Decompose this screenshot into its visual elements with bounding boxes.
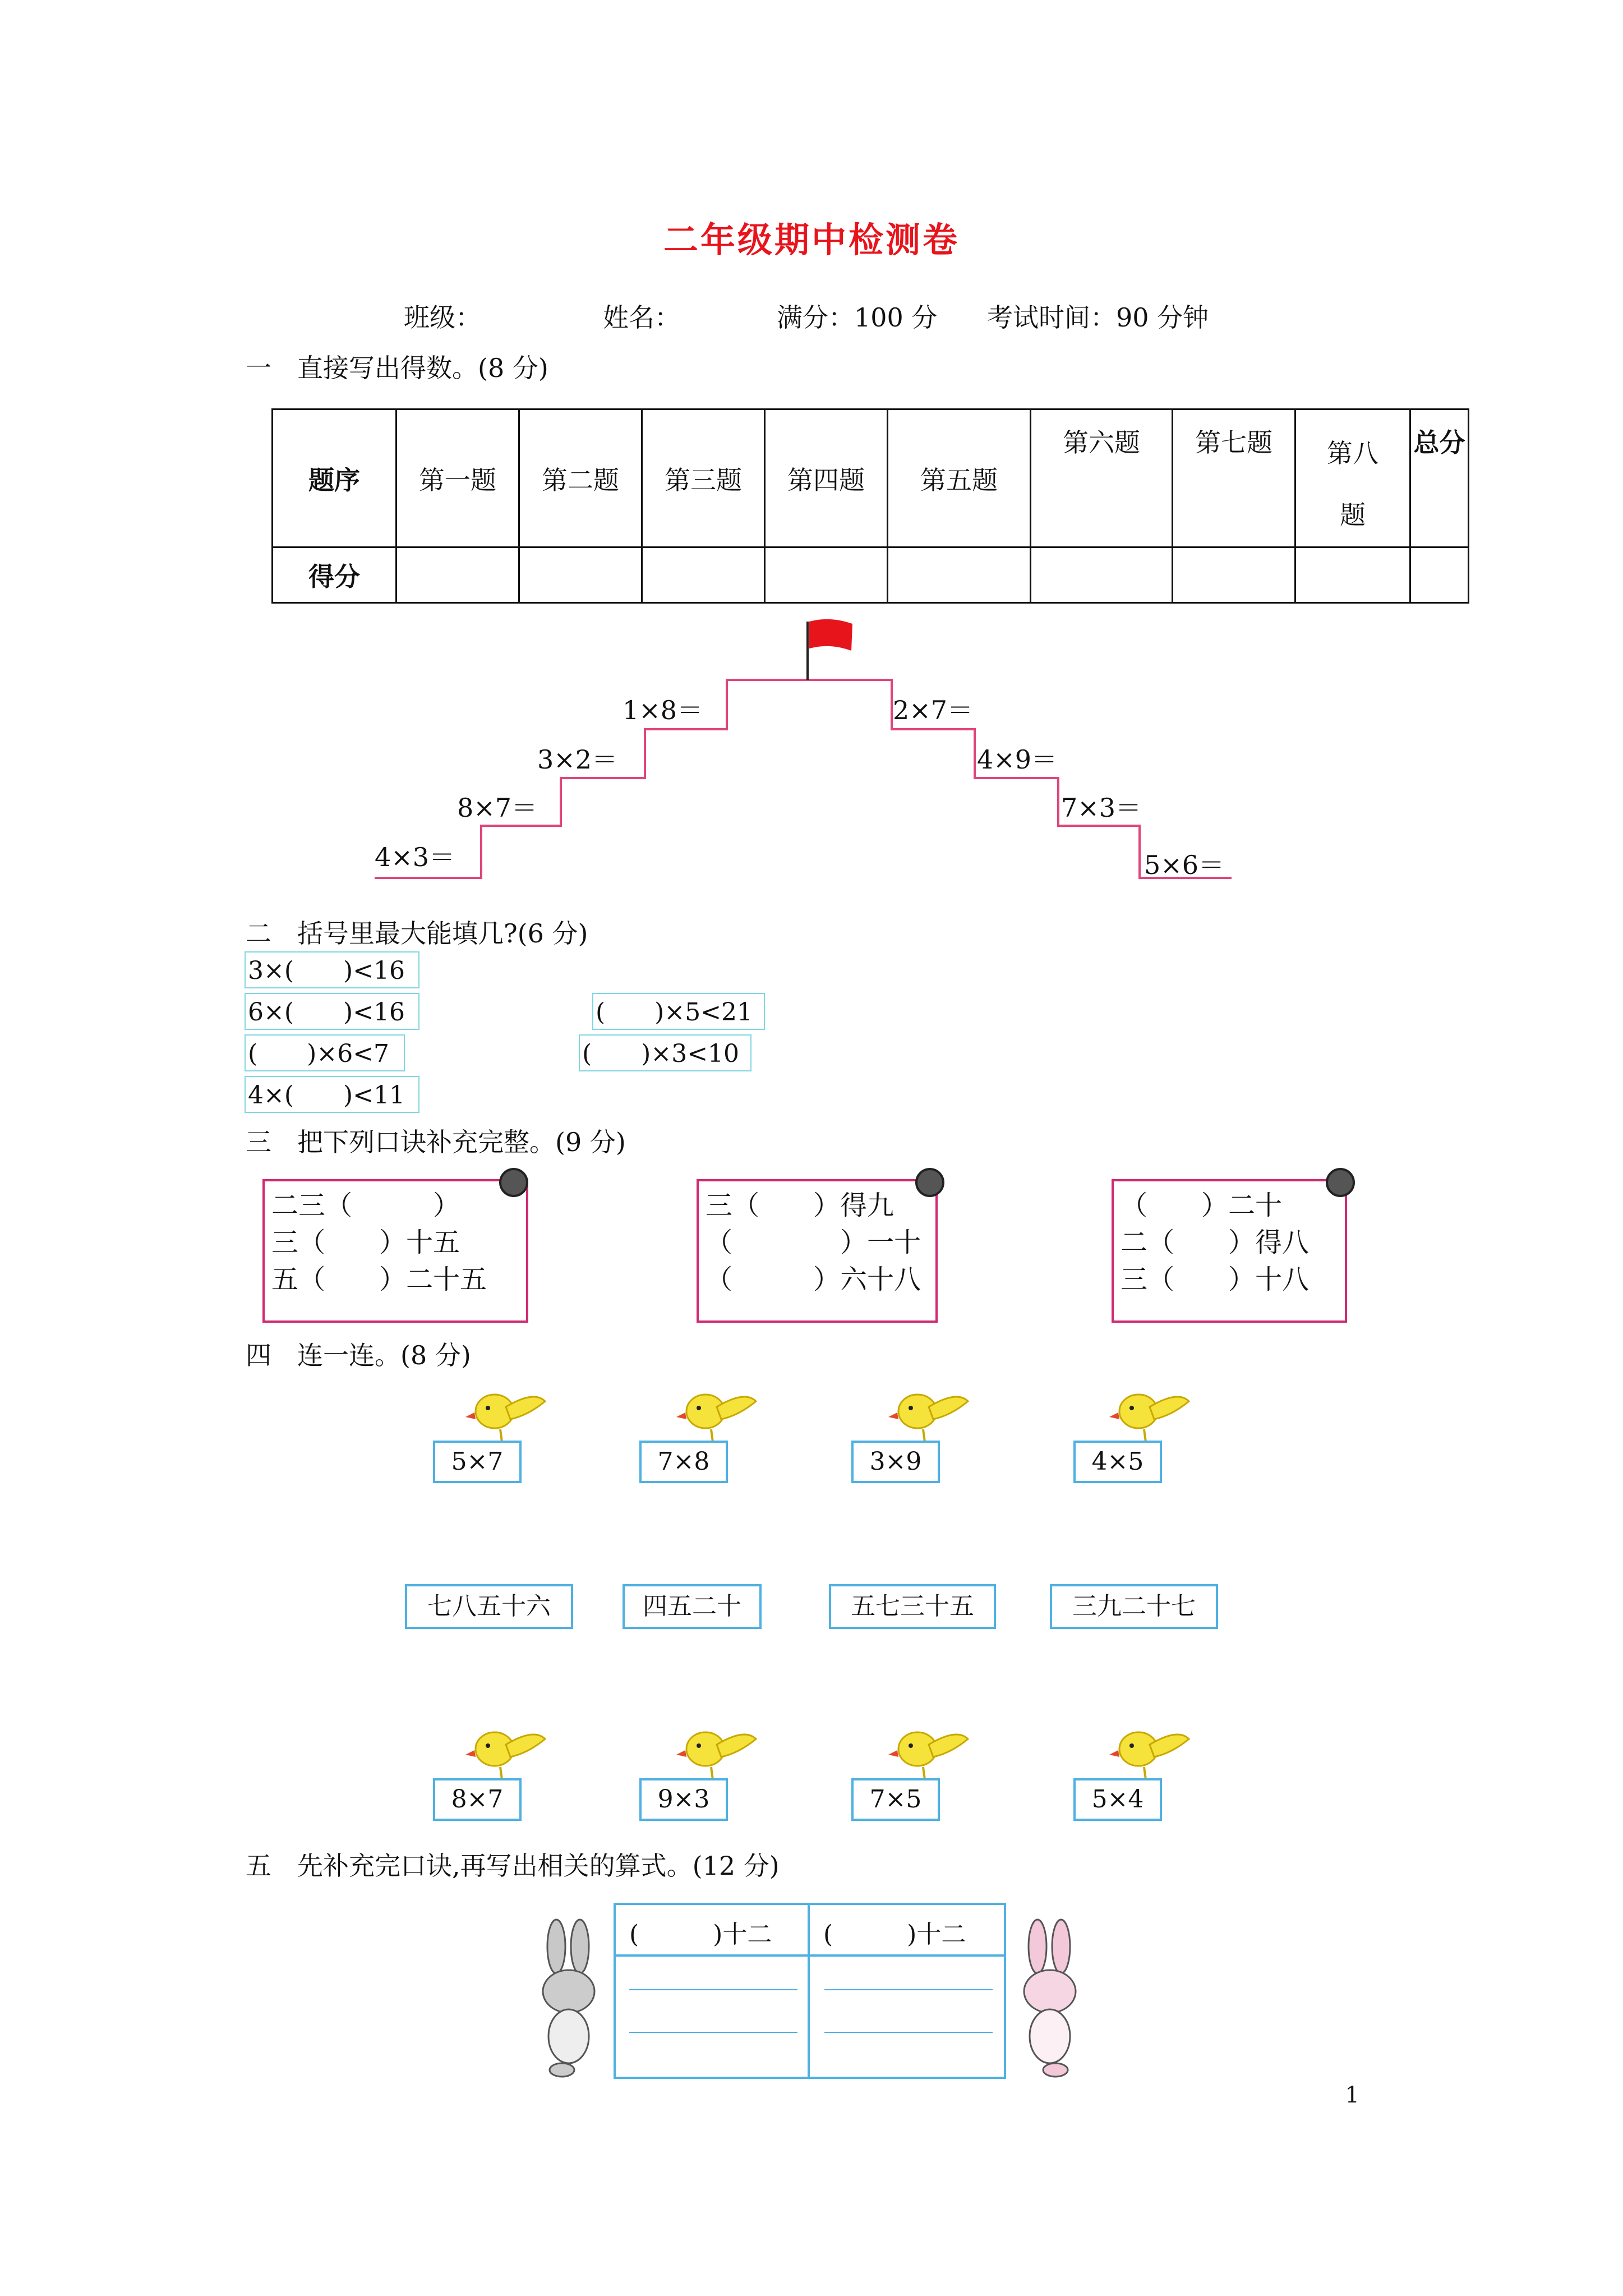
col-7: 第七题 bbox=[1173, 409, 1295, 547]
rhyme-line: 三（ ）十五 bbox=[271, 1227, 460, 1258]
bracket-problem-e[interactable]: ( )×5<21 bbox=[592, 993, 765, 1030]
col-1: 第一题 bbox=[396, 409, 519, 547]
full-score: 满分：100 分 bbox=[777, 302, 938, 333]
header-label: 题序 bbox=[273, 409, 396, 547]
section-2-heading: 二 括号里最大能填几?(6 分) bbox=[246, 918, 588, 949]
pin-icon bbox=[499, 1168, 528, 1197]
s5-right-head: ( )十二 bbox=[823, 1920, 966, 1949]
eq-left-2: 3×2＝ bbox=[537, 744, 618, 775]
match-bottom-4[interactable]: 5×4 bbox=[1073, 1778, 1162, 1821]
answer-line[interactable] bbox=[824, 2032, 993, 2033]
match-mid-4[interactable]: 三九二十七 bbox=[1050, 1584, 1218, 1629]
match-mid-3[interactable]: 五七三十五 bbox=[829, 1584, 996, 1629]
eq-right-2: 4×9＝ bbox=[977, 744, 1058, 775]
pin-icon bbox=[1326, 1168, 1355, 1197]
name-label: 姓名： bbox=[603, 302, 680, 333]
match-mid-1[interactable]: 七八五十六 bbox=[405, 1584, 573, 1629]
bracket-problem-d[interactable]: 4×( )<11 bbox=[245, 1076, 419, 1113]
bracket-problem-b[interactable]: 6×( )<16 bbox=[245, 993, 419, 1030]
s5-divider bbox=[616, 1954, 1004, 1957]
page-title: 二年级期中检测卷 bbox=[663, 219, 960, 260]
eq-right-4: 5×6＝ bbox=[1144, 850, 1225, 880]
rhyme-line: （ ）二十 bbox=[1121, 1190, 1283, 1221]
rhyme-line: 二三（ ） bbox=[271, 1190, 460, 1221]
match-bottom-3[interactable]: 7×5 bbox=[851, 1778, 940, 1821]
rhyme-line: 二（ ）得八 bbox=[1121, 1227, 1310, 1258]
eq-right-1: 2×7＝ bbox=[893, 695, 974, 725]
col-total: 总分 bbox=[1410, 409, 1469, 547]
section-5-heading: 五 先补充完口诀,再写出相关的算式。(12 分) bbox=[246, 1851, 780, 1881]
col-4: 第四题 bbox=[765, 409, 888, 547]
s5-left-head: ( )十二 bbox=[629, 1920, 772, 1949]
col-8-line1: 第八 bbox=[1327, 438, 1378, 468]
bracket-problem-f[interactable]: ( )×3<10 bbox=[579, 1034, 751, 1071]
match-bottom-2[interactable]: 9×3 bbox=[639, 1778, 728, 1821]
answer-line[interactable] bbox=[824, 1989, 993, 1990]
eq-left-4: 4×3＝ bbox=[375, 842, 455, 872]
section-4-heading: 四 连一连。(8 分) bbox=[246, 1340, 471, 1370]
rhyme-line: 三（ ）十八 bbox=[1121, 1264, 1310, 1295]
col-3: 第三题 bbox=[642, 409, 765, 547]
match-mid-2[interactable]: 四五二十 bbox=[623, 1584, 762, 1629]
bracket-problem-c[interactable]: ( )×6<7 bbox=[245, 1034, 405, 1071]
stairs-line bbox=[375, 680, 1232, 878]
pink-bunny-icon bbox=[1009, 1918, 1094, 2081]
pin-icon bbox=[915, 1168, 944, 1197]
answer-line[interactable] bbox=[629, 1989, 797, 1990]
match-top-2[interactable]: 7×8 bbox=[639, 1441, 728, 1483]
staircase-diagram bbox=[0, 0, 1623, 926]
col-5: 第五题 bbox=[888, 409, 1031, 547]
eq-left-3: 8×7＝ bbox=[457, 793, 538, 823]
rhyme-line: （ ）六十八 bbox=[706, 1264, 921, 1295]
rhyme-card-3[interactable] bbox=[1112, 1179, 1347, 1323]
eq-left-1: 1×8＝ bbox=[623, 695, 703, 725]
rhyme-line: 三（ ）得九 bbox=[706, 1190, 895, 1221]
rhyme-card-1[interactable] bbox=[262, 1179, 528, 1323]
col-2: 第二题 bbox=[519, 409, 642, 547]
answer-line[interactable] bbox=[629, 2032, 797, 2033]
page-number: 1 bbox=[1345, 2082, 1359, 2108]
s5-divider bbox=[808, 1905, 810, 2077]
col-8-line2: 题 bbox=[1340, 500, 1366, 530]
class-label: 班级： bbox=[404, 302, 481, 333]
match-bottom-1[interactable]: 8×7 bbox=[433, 1778, 522, 1821]
flag-icon bbox=[809, 619, 852, 651]
rhyme-card-2[interactable] bbox=[697, 1179, 938, 1323]
rhyme-line: （ ）一十 bbox=[706, 1227, 921, 1258]
rhyme-line: 五（ ）二十五 bbox=[271, 1264, 487, 1295]
match-top-3[interactable]: 3×9 bbox=[851, 1441, 940, 1483]
col-6: 第六题 bbox=[1031, 409, 1173, 547]
eq-right-3: 7×3＝ bbox=[1061, 793, 1142, 823]
s5-table bbox=[614, 1903, 1006, 2079]
gray-bunny-icon bbox=[528, 1918, 612, 2081]
score-label: 得分 bbox=[273, 547, 396, 603]
bracket-problem-a[interactable]: 3×( )<16 bbox=[245, 951, 419, 988]
section-1-heading: 一 直接写出得数。(8 分) bbox=[246, 353, 548, 383]
match-top-1[interactable]: 5×7 bbox=[433, 1441, 522, 1483]
exam-time: 考试时间：90 分钟 bbox=[987, 302, 1209, 333]
section-3-heading: 三 把下列口诀补充完整。(9 分) bbox=[246, 1127, 626, 1157]
match-top-4[interactable]: 4×5 bbox=[1073, 1441, 1162, 1483]
